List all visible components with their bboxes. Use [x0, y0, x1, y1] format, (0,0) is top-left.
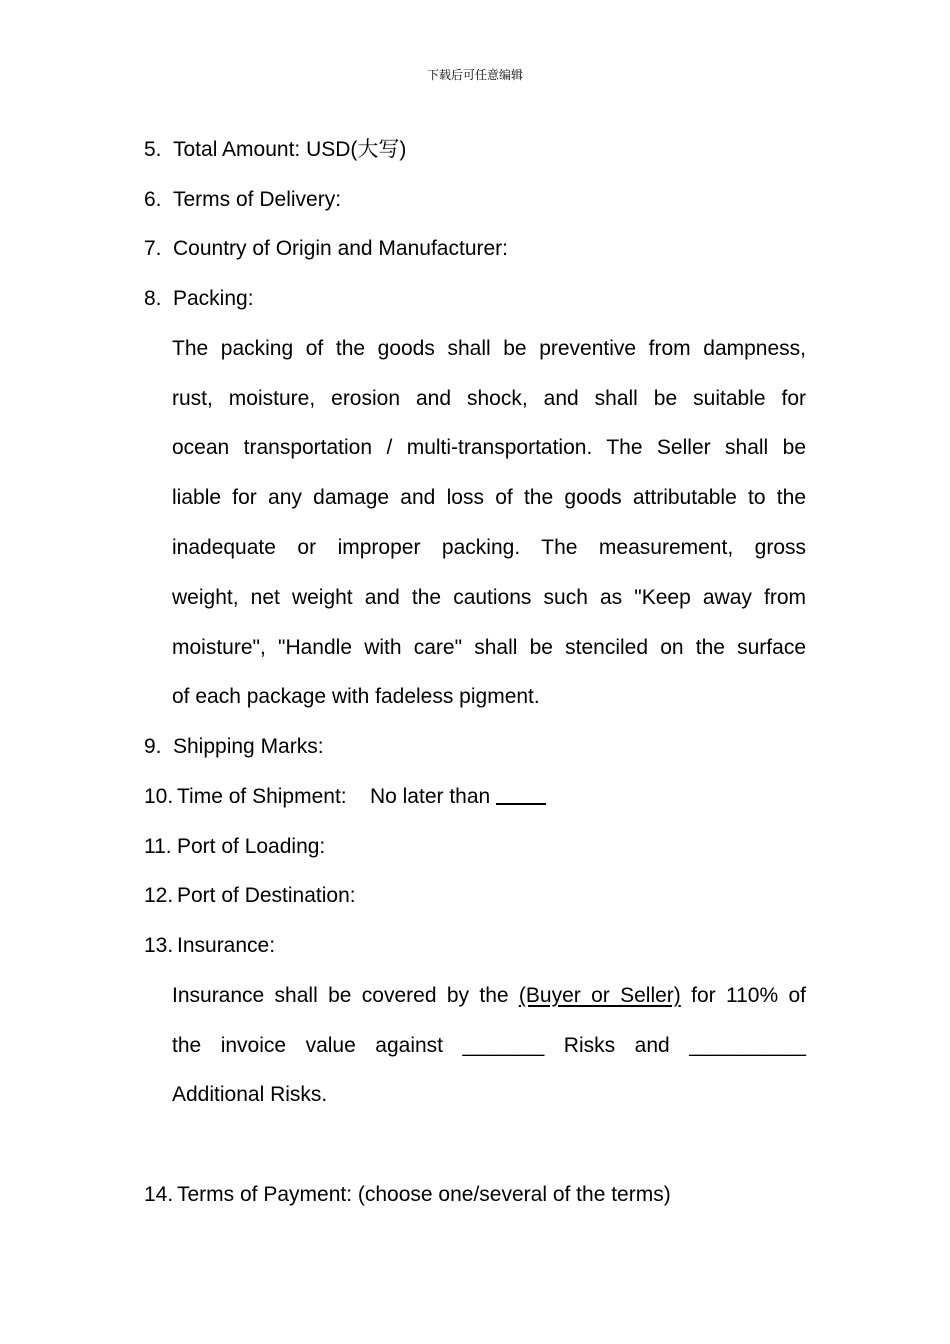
blank-line — [496, 802, 546, 805]
item-label: Time of Shipment: No later than — [177, 785, 491, 808]
insurance-line: the invoice value against _______ Risks and __________ — [172, 1034, 806, 1057]
packing-line: of each package with fadeless pigment. — [172, 685, 540, 708]
insurance-party: (Buyer or Seller) — [518, 984, 681, 1007]
item-label: Total Amount: USD(大写) — [173, 138, 407, 161]
item-number: 8. — [144, 287, 162, 310]
item-number: 12. — [144, 884, 174, 907]
item-terms-of-payment — [144, 1181, 671, 1209]
item-number: 9. — [144, 735, 162, 758]
item-time-of-shipment — [144, 783, 546, 811]
item-label: Insurance: — [177, 934, 276, 957]
packing-line: ocean transportation / multi-transportation. The Seller shall be — [172, 436, 806, 459]
item-label: Shipping Marks: — [173, 735, 324, 758]
item-number: 11. — [144, 835, 172, 858]
item-label: Terms of Payment: (choose one/several of the terms) — [177, 1183, 671, 1206]
item-number: 7. — [144, 237, 162, 260]
item-terms-of-delivery — [144, 186, 341, 214]
item-label: Port of Destination: — [177, 884, 356, 907]
item-label: Terms of Delivery: — [173, 188, 342, 211]
packing-line: The packing of the goods shall be preventive from dampness, — [172, 337, 806, 360]
item-number: 14. — [144, 1183, 174, 1206]
item-label: Country of Origin and Manufacturer: — [173, 237, 508, 260]
packing-line: rust, moisture, erosion and shock, and shall be suitable for — [172, 387, 806, 410]
packing-line: liable for any damage and loss of the goods attributable to the — [172, 486, 806, 509]
item-number: 5. — [144, 138, 162, 161]
item-number: 6. — [144, 188, 162, 211]
item-port-of-destination — [144, 882, 356, 910]
insurance-line — [172, 982, 806, 1010]
packing-line: weight, net weight and the cautions such as "Keep away from — [172, 586, 806, 609]
item-total-amount — [144, 136, 406, 164]
insurance-line: Additional Risks. — [172, 1083, 328, 1106]
page-header: 下载后可任意编辑 — [426, 68, 523, 82]
packing-line: moisture", "Handle with care" shall be stenciled on the surface — [172, 636, 806, 659]
item-packing — [144, 285, 254, 313]
item-port-of-loading — [144, 833, 325, 861]
item-label: Packing: — [173, 287, 254, 310]
packing-line: inadequate or improper packing. The measurement, gross — [172, 536, 806, 559]
item-number: 13. — [144, 934, 174, 957]
item-insurance — [144, 932, 275, 960]
insurance-text: for 110% of — [680, 984, 806, 1007]
insurance-text: Insurance shall be covered by the — [172, 984, 519, 1007]
item-shipping-marks — [144, 733, 324, 761]
item-label: Port of Loading: — [177, 835, 326, 858]
item-number: 10. — [144, 785, 174, 808]
item-country-of-origin — [144, 235, 508, 263]
